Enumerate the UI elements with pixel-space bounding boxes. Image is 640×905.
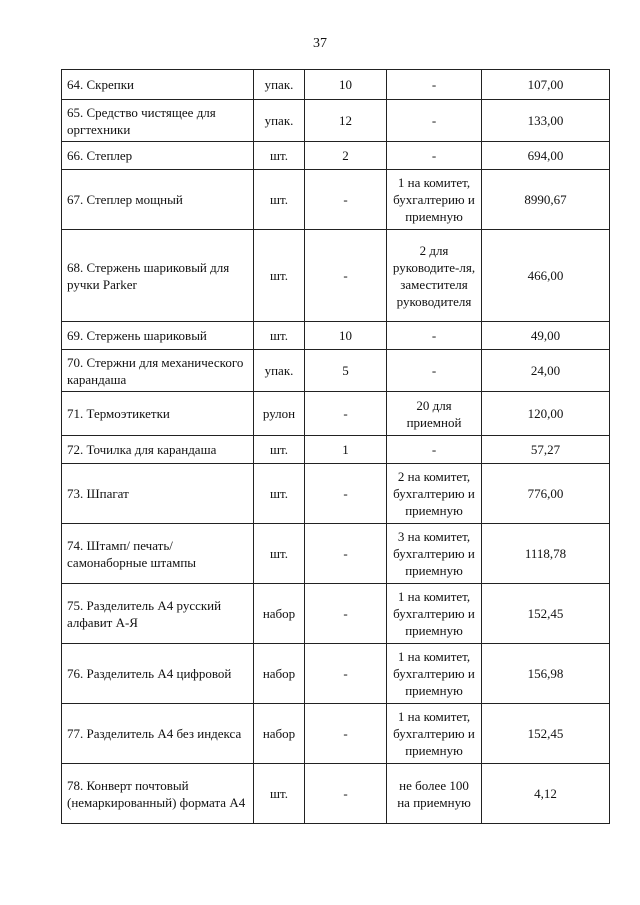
quantity-cell: - [305, 644, 387, 704]
item-name-cell: 64. Скрепки [62, 70, 254, 100]
price-cell: 152,45 [482, 584, 610, 644]
unit-cell: набор [254, 644, 305, 704]
item-name-cell: 67. Степлер мощный [62, 170, 254, 230]
price-cell: 133,00 [482, 100, 610, 142]
quantity-cell: - [305, 170, 387, 230]
table-row [62, 322, 610, 350]
table-row [62, 170, 610, 230]
norm-note-cell: - [387, 100, 482, 142]
norm-note-cell: - [387, 350, 482, 392]
page-number: 37 [313, 36, 327, 51]
unit-cell: набор [254, 584, 305, 644]
item-name-cell: 74. Штамп/ печать/самонаборные штампы [62, 524, 254, 584]
unit-cell: упак. [254, 70, 305, 100]
item-name-cell: 78. Конверт почтовый (немаркированный) формата А4 [62, 764, 254, 824]
unit-cell: упак. [254, 100, 305, 142]
table-row [62, 70, 610, 100]
norm-note-cell: - [387, 322, 482, 350]
norm-note-cell: 1 на комитет, бухгалтерию и приемную [387, 584, 482, 644]
item-name-cell: 76. Разделитель А4 цифровой [62, 644, 254, 704]
quantity-cell: 10 [305, 322, 387, 350]
quantity-cell: 12 [305, 100, 387, 142]
norm-note-cell: - [387, 436, 482, 464]
price-cell: 107,00 [482, 70, 610, 100]
table-row [62, 644, 610, 704]
table-row [62, 100, 610, 142]
item-name-cell: 69. Стержень шариковый [62, 322, 254, 350]
price-cell: 466,00 [482, 230, 610, 322]
unit-cell: шт. [254, 230, 305, 322]
price-cell: 152,45 [482, 704, 610, 764]
price-cell: 156,98 [482, 644, 610, 704]
quantity-cell: - [305, 764, 387, 824]
items-table [61, 69, 610, 824]
item-name-cell: 77. Разделитель А4 без индекса [62, 704, 254, 764]
unit-cell: набор [254, 704, 305, 764]
price-cell: 57,27 [482, 436, 610, 464]
table-row [62, 764, 610, 824]
unit-cell: шт. [254, 764, 305, 824]
norm-note-cell: 1 на комитет, бухгалтерию и приемную [387, 704, 482, 764]
quantity-cell: - [305, 704, 387, 764]
norm-note-cell: 1 на комитет, бухгалтерию и приемную [387, 170, 482, 230]
price-cell: 694,00 [482, 142, 610, 170]
table-row [62, 524, 610, 584]
unit-cell: шт. [254, 464, 305, 524]
norm-note-cell: - [387, 142, 482, 170]
quantity-cell: - [305, 524, 387, 584]
item-name-cell: 73. Шпагат [62, 464, 254, 524]
quantity-cell: - [305, 584, 387, 644]
quantity-cell: - [305, 464, 387, 524]
table-row [62, 392, 610, 436]
price-cell: 1118,78 [482, 524, 610, 584]
item-name-cell: 71. Термоэтикетки [62, 392, 254, 436]
table-row [62, 436, 610, 464]
item-name-cell: 72. Точилка для карандаша [62, 436, 254, 464]
item-name-cell: 66. Степлер [62, 142, 254, 170]
quantity-cell: - [305, 230, 387, 322]
price-cell: 24,00 [482, 350, 610, 392]
price-cell: 120,00 [482, 392, 610, 436]
table-row [62, 704, 610, 764]
unit-cell: упак. [254, 350, 305, 392]
quantity-cell: 1 [305, 436, 387, 464]
norm-note-cell: - [387, 70, 482, 100]
table-row [62, 350, 610, 392]
item-name-cell: 75. Разделитель А4 русский алфавит А-Я [62, 584, 254, 644]
norm-note-cell: не более 100 на приемную [387, 764, 482, 824]
unit-cell: шт. [254, 170, 305, 230]
price-cell: 8990,67 [482, 170, 610, 230]
unit-cell: шт. [254, 436, 305, 464]
quantity-cell: 10 [305, 70, 387, 100]
unit-cell: шт. [254, 524, 305, 584]
table-row [62, 230, 610, 322]
price-cell: 776,00 [482, 464, 610, 524]
price-cell: 4,12 [482, 764, 610, 824]
norm-note-cell: 3 на комитет, бухгалтерию и приемную [387, 524, 482, 584]
norm-note-cell: 2 для руководите-ля, заместителя руководителя [387, 230, 482, 322]
unit-cell: рулон [254, 392, 305, 436]
item-name-cell: 65. Средство чистящее для оргтехники [62, 100, 254, 142]
items-table-body [62, 70, 610, 824]
norm-note-cell: 2 на комитет, бухгалтерию и приемную [387, 464, 482, 524]
norm-note-cell: 20 для приемной [387, 392, 482, 436]
quantity-cell: 5 [305, 350, 387, 392]
quantity-cell: - [305, 392, 387, 436]
quantity-cell: 2 [305, 142, 387, 170]
item-name-cell: 68. Стержень шариковый для ручки Parker [62, 230, 254, 322]
unit-cell: шт. [254, 142, 305, 170]
table-row [62, 584, 610, 644]
table-row [62, 464, 610, 524]
table-row [62, 142, 610, 170]
unit-cell: шт. [254, 322, 305, 350]
norm-note-cell: 1 на комитет, бухгалтерию и приемную [387, 644, 482, 704]
item-name-cell: 70. Стержни для механического карандаша [62, 350, 254, 392]
price-cell: 49,00 [482, 322, 610, 350]
